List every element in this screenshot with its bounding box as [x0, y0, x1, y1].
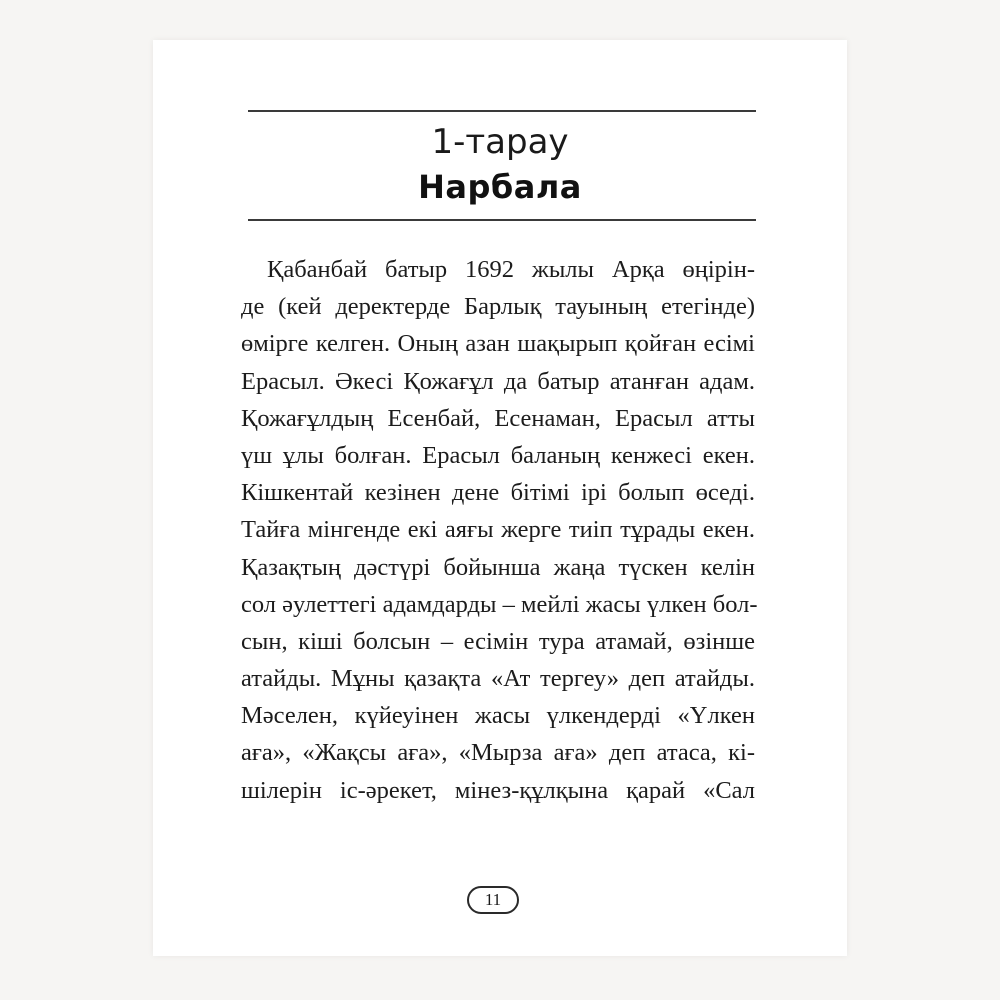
text-line: сол әулеттегі адамдарды – мейлі жасы үлкен бол-: [241, 590, 758, 618]
text-line: аға», «Жақсы аға», «Мырза аға» деп атаса, кі-: [241, 739, 755, 767]
page-number: 11: [467, 886, 519, 914]
text-line: сын, кіші болсын – есімін тура атамай, өзінше: [241, 627, 755, 655]
text-line: атайды. Мұны қазақта «Ат тергеу» деп атайды.: [241, 665, 755, 693]
text-line: үш ұлы болған. Ерасыл баланың кенжесі екен.: [241, 441, 755, 469]
text-line: де (кей деректерде Барлық тауының етегінде): [241, 293, 755, 321]
text-line: Тайға мінгенде екі аяғы жерге тиіп тұрады екен.: [241, 516, 755, 544]
book-page: [153, 40, 847, 956]
body-paragraph: [241, 251, 758, 809]
text-line: Қазақтың дәстүрі бойынша жаңа түскен келін: [241, 553, 755, 581]
top-divider: [248, 110, 756, 112]
chapter-title: Нарбала: [418, 168, 582, 206]
text-line: Мәселен, күйеуінен жасы үлкендерді «Үлкен: [241, 702, 755, 730]
text-line: өмірге келген. Оның азан шақырып қойған есімі: [241, 330, 755, 358]
text-line: Қабанбай батыр 1692 жылы Арқа өңірін-: [267, 256, 755, 283]
text-line: Қожағұлдың Есенбай, Есенаман, Ерасыл атты: [241, 404, 755, 432]
text-line: Ерасыл. Әкесі Қожағұл да батыр атанған адам.: [241, 367, 755, 395]
text-line: Кішкентай кезінен дене бітімі ірі болып өседі.: [241, 479, 755, 507]
text-line: шілерін іс-әрекет, мінез-құлқына қарай «Сал: [241, 776, 755, 804]
bottom-divider: [248, 219, 756, 221]
chapter-number: 1-тарау: [431, 122, 569, 162]
